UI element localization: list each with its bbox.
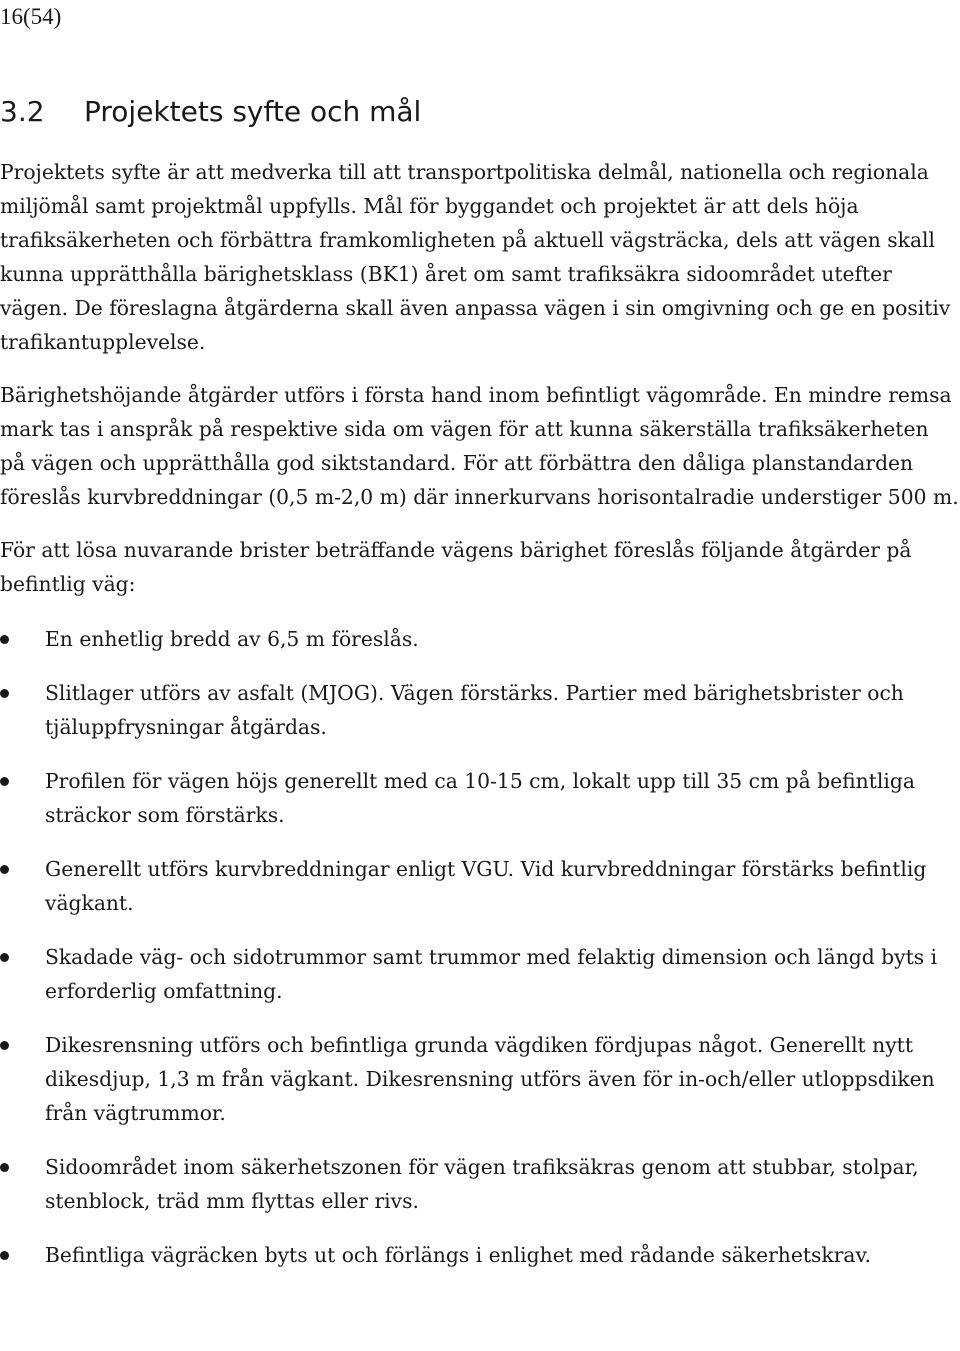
list-item-text: Generellt utförs kurvbreddningar enligt VGU. Vid kurvbreddningar förstärks befintlig vägkant.: [45, 857, 927, 915]
list-item: [0, 764, 960, 832]
list-item: [0, 940, 960, 1008]
measures-list: [0, 622, 960, 1272]
list-item-text: En enhetlig bredd av 6,5 m föreslås.: [45, 627, 419, 651]
section-heading: [0, 92, 421, 132]
bullet-icon: [0, 1163, 9, 1172]
section-number: 3.2: [0, 95, 45, 128]
document-body: [0, 155, 960, 1292]
bullet-icon: [0, 777, 9, 786]
bullet-icon: [0, 953, 9, 962]
bullet-icon: [0, 1251, 9, 1260]
page-number: 16(54): [0, 4, 62, 29]
list-item-text: Slitlager utförs av asfalt (MJOG). Vägen förstärks. Partier med bärighetsbrister och tjäluppfrysningar åtgärdas.: [45, 681, 904, 739]
paragraph-measures-intro: För att lösa nuvarande brister beträffande vägens bärighet föreslås följande åtgärder på befintlig väg:: [0, 538, 912, 596]
list-item-text: Sidoområdet inom säkerhetszonen för vägen trafiksäkras genom att stubbar, stolpar, stenblock, träd mm flyttas eller rivs.: [45, 1155, 919, 1213]
bullet-icon: [0, 865, 9, 874]
list-item: [0, 622, 960, 656]
section-title: Projektets syfte och mål: [84, 95, 422, 128]
bullet-icon: [0, 689, 9, 698]
list-item: [0, 1028, 960, 1130]
list-item-text: Profilen för vägen höjs generellt med ca 10-15 cm, lokalt upp till 35 cm på befintliga sträckor som förstärks.: [45, 769, 915, 827]
paragraph-purpose: Projektets syfte är att medverka till att transportpolitiska delmål, nationella och regionala miljömål samt projektmål uppfylls. Mål för byggandet och projektet är att dels höja trafiksäkerheten och förbättra framkomligheten på aktuell vägsträcka, dels att vägen skall kunna upprätthålla bärighetsklass (BK1) året om samt trafiksäkra sidoområdet utefter vägen. De föreslagna åtgärderna skall även anpassa vägen i sin omgivning och ge en positiv trafikantupplevelse.: [0, 160, 951, 354]
bullet-icon: [0, 1041, 9, 1050]
bullet-icon: [0, 635, 9, 644]
list-item-text: Skadade väg- och sidotrummor samt trummor med felaktig dimension och längd byts i erforderlig omfattning.: [45, 945, 938, 1003]
list-item-text: Dikesrensning utförs och befintliga grunda vägdiken fördjupas något. Generellt nytt dikesdjup, 1,3 m från vägkant. Dikesrensning utförs även för in-och/eller utloppsdiken från vägtrummor.: [45, 1033, 935, 1125]
list-item: [0, 1150, 960, 1218]
list-item: [0, 676, 960, 744]
list-item: [0, 1238, 960, 1272]
paragraph-load-capacity: Bärighetshöjande åtgärder utförs i första hand inom befintligt vägområde. En mindre remsa mark tas i anspråk på respektive sida om vägen för att kunna säkerställa trafiksäkerheten på vägen och upprätthålla god siktstandard. För att förbättra den dåliga planstandarden föreslås kurvbreddningar (0,5 m-2,0 m) där innerkurvans horisontalradie understiger 500 m.: [0, 383, 959, 509]
list-item: [0, 852, 960, 920]
list-item-text: Befintliga vägräcken byts ut och förlängs i enlighet med rådande säkerhetskrav.: [45, 1243, 872, 1267]
